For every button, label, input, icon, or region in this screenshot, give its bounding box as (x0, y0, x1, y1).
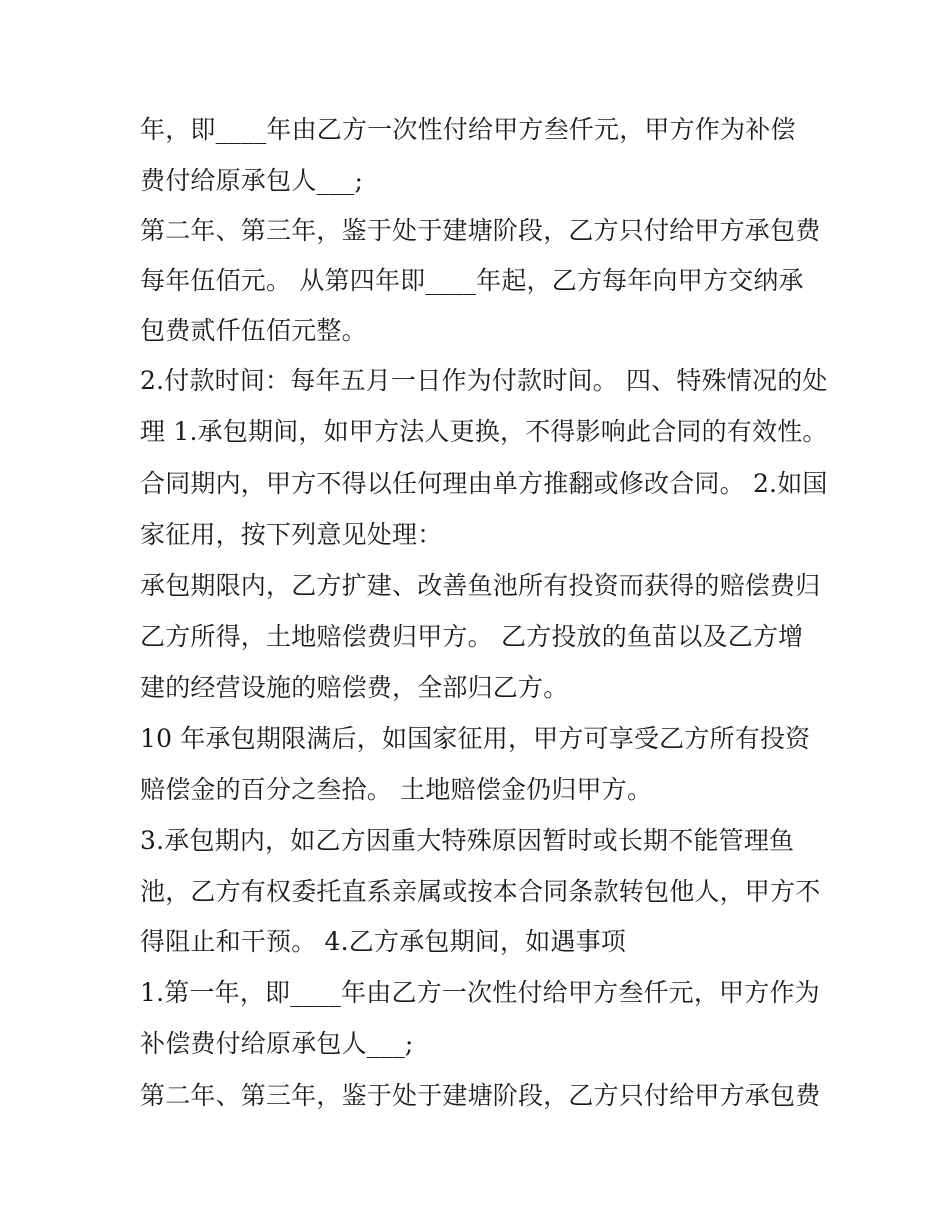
text-line: 池，乙方有权委托直系亲属或按本合同条款转包他人，甲方不 (140, 877, 821, 906)
text-line: 每年伍佰元。 从第四年即____年起，乙方每年向甲方交纳承 (140, 266, 804, 295)
text-line: 家征用，按下列意见处理： (140, 520, 443, 549)
text-line: 费付给原承包人___; (140, 166, 364, 195)
text-line: 补偿费付给原承包人___; (140, 1029, 414, 1058)
text-line: 承包期限内，乙方扩建、改善鱼池所有投资而获得的赔偿费归 (140, 571, 821, 600)
text-line: 第二年、第三年，鉴于处于建塘阶段，乙方只付给甲方承包费 (140, 1081, 821, 1110)
text-line: 3.承包期内，如乙方因重大特殊原因暂时或长期不能管理鱼 (140, 826, 795, 855)
text-line: 赔偿金的百分之叁拾。 土地赔偿金仍归甲方。 (140, 775, 653, 804)
text-line: 乙方所得，土地赔偿费归甲方。 乙方投放的鱼苗以及乙方增 (140, 622, 804, 651)
text-line: 合同期内，甲方不得以任何理由单方推翻或修改合同。 2.如国 (140, 469, 828, 498)
text-line: 建的经营设施的赔偿费，全部归乙方。 (140, 673, 569, 702)
text-line: 理 1.承包期间，如甲方法人更换，不得影响此合同的有效性。 (140, 417, 828, 446)
text-line: 2.付款时间：每年五月一日作为付款时间。 四、特殊情况的处 (140, 366, 828, 395)
text-line: 1.第一年，即____年由乙方一次性付给甲方叁仟元，甲方作为 (140, 978, 820, 1007)
text-line: 得阻止和干预。 4.乙方承包期间，如遇事项 (140, 927, 627, 956)
text-line: 年，即____年由乙方一次性付给甲方叁仟元，甲方作为补偿 (140, 115, 796, 144)
text-line: 包费贰仟伍佰元整。 (140, 316, 367, 345)
text-line: 10 年承包期限满后，如国家征用，甲方可享受乙方所有投资 (140, 724, 811, 753)
text-line: 第二年、第三年，鉴于处于建塘阶段，乙方只付给甲方承包费 (140, 216, 821, 245)
